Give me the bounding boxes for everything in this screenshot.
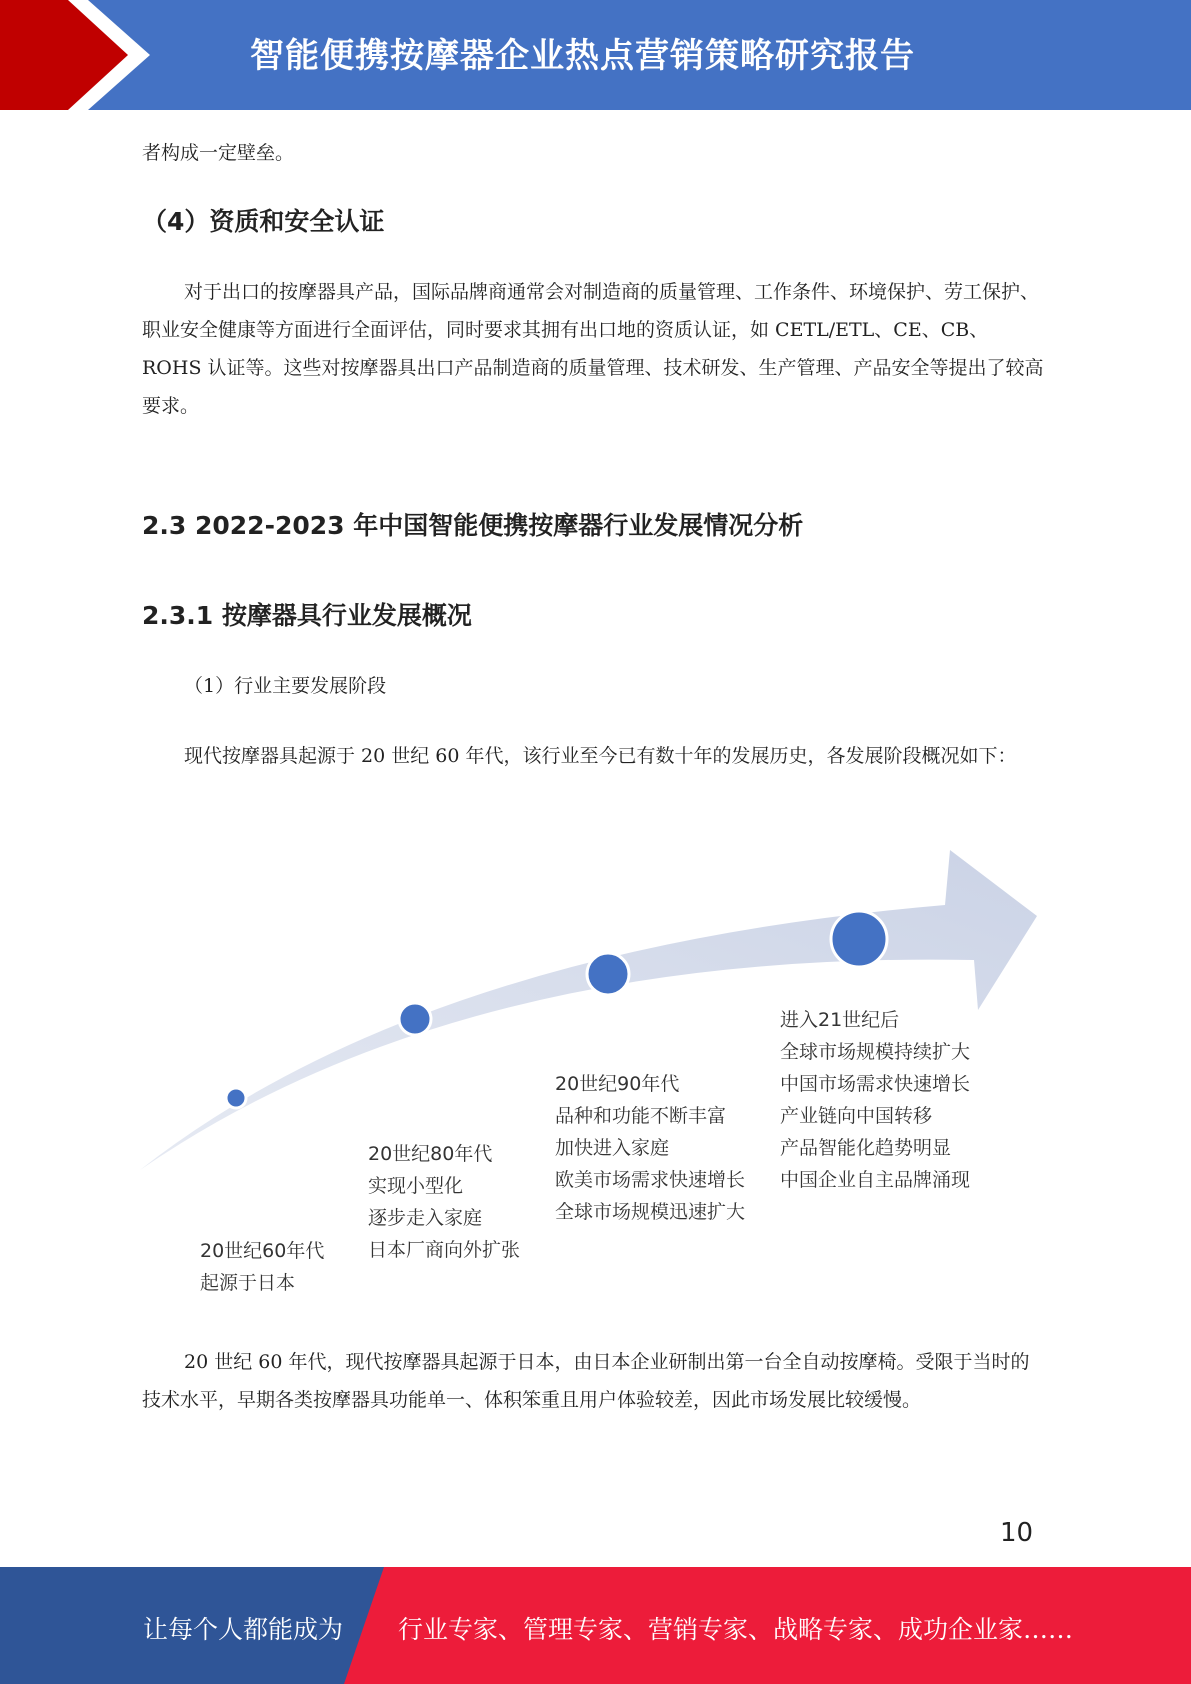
- stage-2000s-line: 产业链向中国转移: [780, 1105, 933, 1127]
- stage-1980s-line: 实现小型化: [368, 1175, 464, 1197]
- continuation-text: 者构成一定壁垒。: [142, 142, 295, 164]
- page-header: [0, 0, 1191, 110]
- stage-2000s-line: 全球市场规模持续扩大: [780, 1041, 971, 1063]
- development-timeline: [140, 840, 1045, 1310]
- stage-1980s-line: 20世纪80年代: [368, 1143, 493, 1165]
- stage-1990s-line: 20世纪90年代: [555, 1073, 680, 1095]
- section-2-3-heading: 2.3 2022-2023 年中国智能便携按摩器行业发展情况分析: [142, 511, 804, 540]
- footer-slogan-right: 行业专家、管理专家、营销专家、战略专家、成功企业家……: [398, 1615, 1074, 1644]
- section-4-paragraph: 对于出口的按摩器具产品，国际品牌商通常会对制造商的质量管理、工作条件、环境保护、劳工保护、职业安全健康等方面进行全面评估，同时要求其拥有出口地的资质认证，如 CETL/ETL、CE、CB、ROHS 认证等。这些对按摩器具出口产品制造商的质量管理、技术研发、生产管理、产品安全等提出了较高要求。: [142, 281, 1044, 417]
- stage-1960s-line: 20世纪60年代: [200, 1240, 325, 1262]
- subsection-1-title: （1）行业主要发展阶段: [184, 675, 387, 697]
- footer-slogan-left: 让每个人都能成为: [143, 1615, 344, 1644]
- section-2-3-1-heading: 2.3.1 按摩器具行业发展概况: [142, 601, 472, 630]
- closing-paragraph: 20 世纪 60 年代，现代按摩器具起源于日本，由日本企业研制出第一台全自动按摩椅。受限于当时的技术水平，早期各类按摩器具功能单一、体积笨重且用户体验较差，因此市场发展比较缓慢。: [142, 1351, 1030, 1411]
- stage-1980s-text: [368, 1138, 520, 1266]
- stage-1960s-line: 起源于日本: [200, 1272, 296, 1294]
- stage-dot-2000s: [831, 911, 887, 967]
- stage-2000s-line: 进入21世纪后: [780, 1009, 900, 1031]
- stage-1990s-line: 品种和功能不断丰富: [555, 1105, 727, 1127]
- stage-1990s-line: 加快进入家庭: [555, 1137, 670, 1159]
- stage-1960s-text: [200, 1235, 324, 1299]
- stage-2000s-line: 中国市场需求快速增长: [780, 1073, 971, 1095]
- stage-1980s-line: 逐步走入家庭: [368, 1207, 483, 1229]
- stage-1990s-line: 欧美市场需求快速增长: [555, 1169, 746, 1191]
- section-4-heading: （4）资质和安全认证: [142, 207, 385, 236]
- stage-1980s-line: 日本厂商向外扩张: [368, 1239, 521, 1261]
- stage-dot-1980s: [399, 1003, 431, 1035]
- stage-2000s-line: 产品智能化趋势明显: [780, 1137, 952, 1159]
- report-title: 智能便携按摩器企业热点营销策略研究报告: [250, 36, 915, 76]
- stage-2000s-line: 中国企业自主品牌涌现: [780, 1169, 971, 1191]
- stage-1990s-text: [555, 1068, 745, 1228]
- intro-paragraph: 现代按摩器具起源于 20 世纪 60 年代，该行业至今已有数十年的发展历史，各发展阶段概况如下：: [184, 745, 1017, 767]
- stage-2000s-text: [780, 1004, 970, 1196]
- stage-1990s-line: 全球市场规模迅速扩大: [555, 1201, 746, 1223]
- page-number: 10: [1000, 1518, 1034, 1548]
- stage-dot-1990s: [587, 953, 629, 995]
- page-footer: [0, 1567, 1191, 1684]
- stage-dot-1960s: [226, 1088, 246, 1108]
